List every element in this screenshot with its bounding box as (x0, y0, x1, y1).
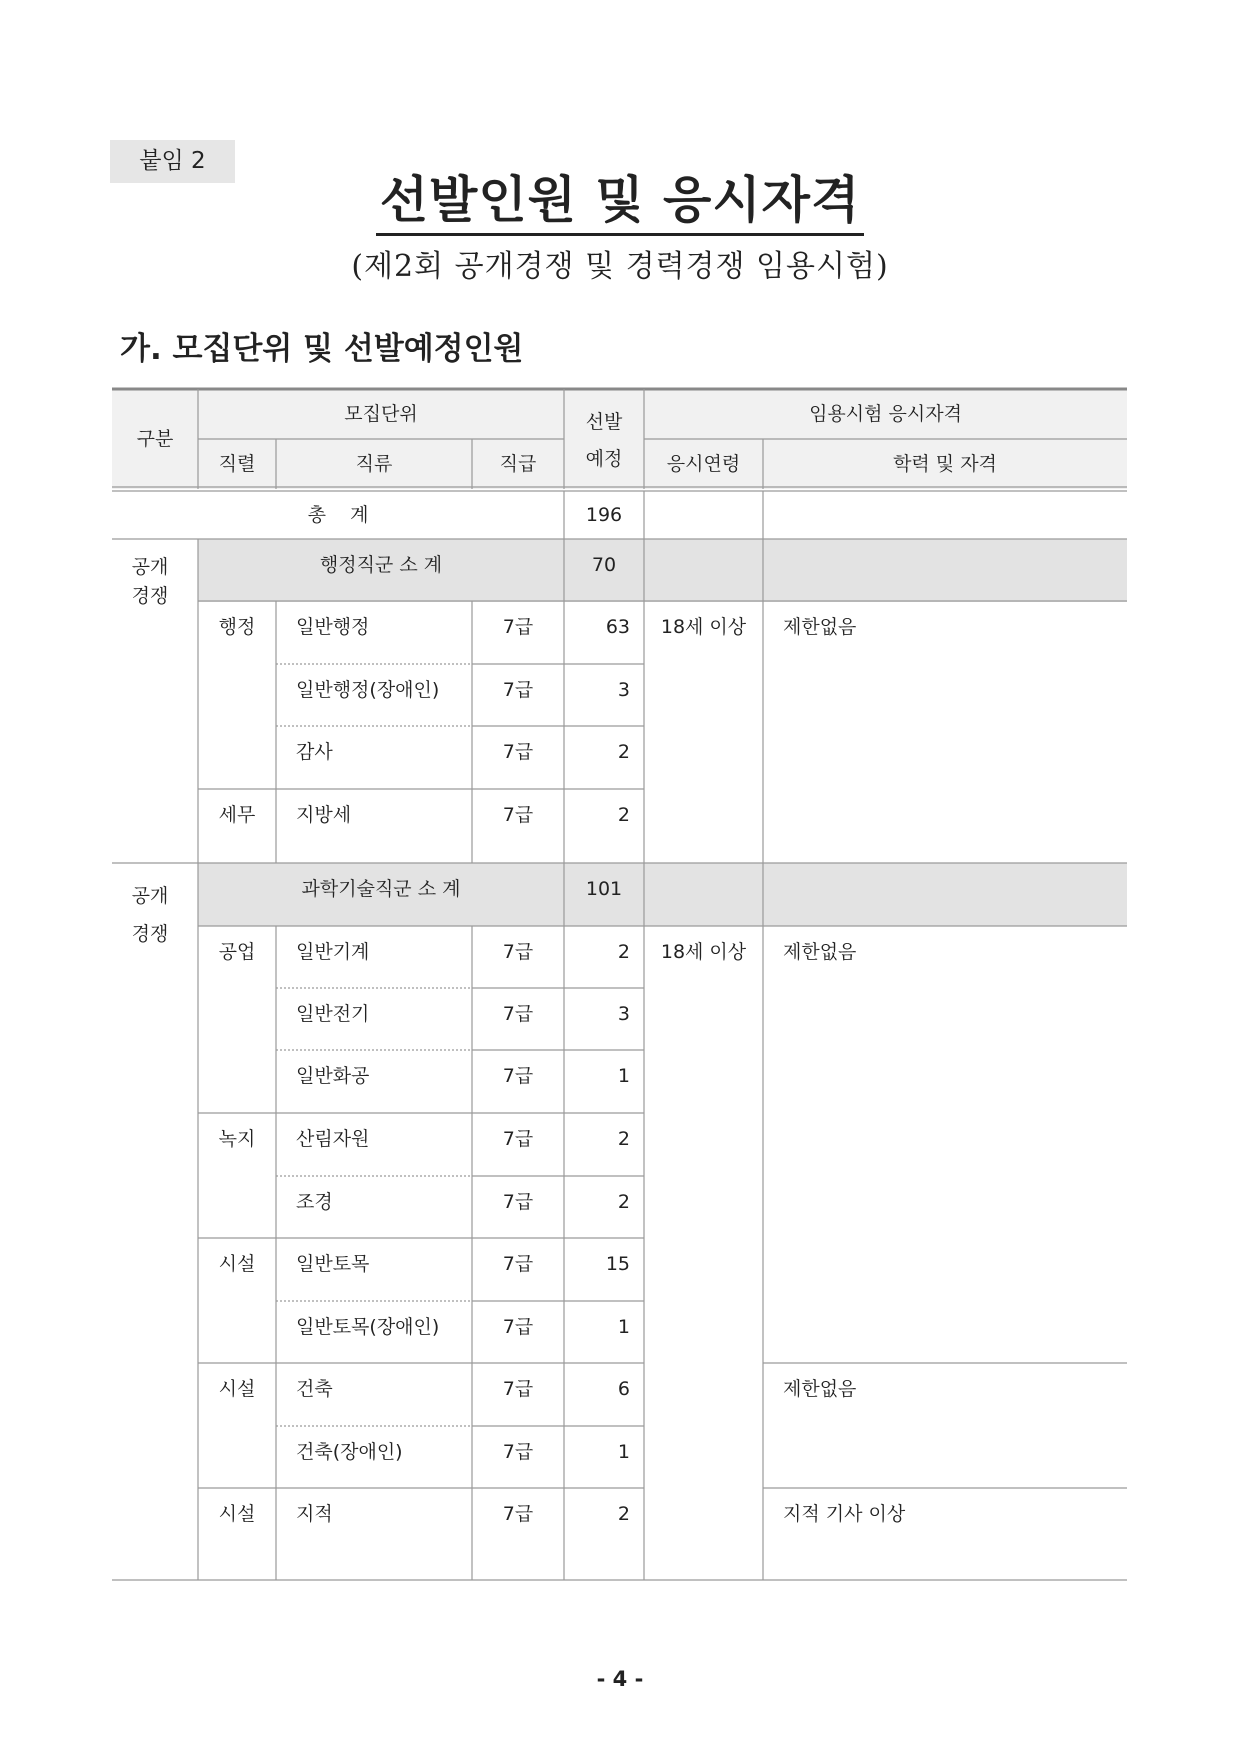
qualification-cell: 제한없음 (783, 616, 857, 638)
count-cell: 2 (617, 1191, 630, 1213)
field-cell: 지적 (296, 1503, 333, 1525)
attachment-label: 붙임 2 (110, 140, 235, 183)
header-age: 응시연령 (666, 453, 741, 475)
header-education: 학력 및 자격 (893, 453, 997, 475)
count-cell: 1 (617, 1065, 630, 1087)
header-planned-line2: 예정 (585, 448, 623, 470)
count-cell: 2 (617, 1128, 630, 1150)
header-grade: 직급 (499, 453, 537, 475)
field-cell: 일반기계 (296, 941, 370, 963)
count-cell: 2 (617, 1503, 630, 1525)
qualification-cell: 지적 기사 이상 (783, 1503, 906, 1525)
grade-cell: 7급 (502, 1128, 534, 1150)
field-cell: 건축(장애인) (296, 1441, 403, 1463)
page-number: - 4 - (596, 1667, 644, 1691)
track-cell: 세무 (218, 804, 256, 826)
qualification-cell: 제한없음 (783, 941, 857, 963)
field-cell: 일반행정(장애인) (296, 679, 440, 701)
grade-cell: 7급 (502, 1441, 534, 1463)
count-cell: 2 (617, 941, 630, 963)
field-cell: 건축 (296, 1378, 333, 1400)
age-cell: 18세 이상 (660, 941, 747, 963)
header-recruit-unit: 모집단위 (344, 403, 418, 425)
field-cell: 일반화공 (296, 1065, 370, 1087)
count-cell: 2 (617, 804, 630, 826)
grade-cell: 7급 (502, 616, 534, 638)
grade-cell: 7급 (502, 679, 534, 701)
group-category: 공개 경쟁 (131, 885, 169, 945)
count-cell: 63 (605, 616, 630, 638)
field-cell: 조경 (296, 1191, 333, 1213)
field-cell: 일반행정 (296, 616, 370, 638)
count-cell: 6 (617, 1378, 630, 1400)
grade-cell: 7급 (502, 1316, 534, 1338)
grade-cell: 7급 (502, 1003, 534, 1025)
section-heading: 가. 모집단위 및 선발예정인원 (120, 331, 524, 367)
subtotal-label: 행정직군 소 계 (319, 554, 443, 576)
grade-cell: 7급 (502, 1378, 534, 1400)
subtotal-count: 70 (591, 554, 617, 576)
subtotal-count: 101 (585, 878, 623, 900)
track-cell: 시설 (218, 1378, 256, 1400)
header-category: 구분 (136, 428, 174, 450)
total-label: 총 계 (307, 504, 369, 526)
track-cell: 공업 (218, 941, 256, 963)
count-cell: 15 (605, 1253, 630, 1275)
page-title-text: 선발인원 및 응시자격 (376, 171, 865, 236)
field-cell: 산림자원 (296, 1128, 370, 1150)
field-cell: 감사 (296, 741, 333, 763)
grade-cell: 7급 (502, 741, 534, 763)
count-cell: 3 (617, 1003, 630, 1025)
header-qualification: 임용시험 응시자격 (809, 403, 962, 425)
field-cell: 일반전기 (296, 1003, 370, 1025)
grade-cell: 7급 (502, 1065, 534, 1087)
field-cell: 일반토목 (296, 1253, 370, 1275)
track-cell: 녹지 (218, 1128, 256, 1150)
page-subtitle: (제2회 공개경쟁 및 경력경쟁 임용시험) (351, 249, 889, 284)
group-category: 공개 경쟁 (131, 556, 169, 607)
track-cell: 행정 (218, 616, 256, 638)
field-cell: 지방세 (296, 804, 352, 826)
grade-cell: 7급 (502, 1191, 534, 1213)
track-cell: 시설 (218, 1503, 256, 1525)
count-cell: 3 (617, 679, 630, 701)
header-field: 직류 (355, 453, 393, 475)
total-count: 196 (585, 504, 623, 526)
grade-cell: 7급 (502, 1503, 534, 1525)
track-cell: 시설 (218, 1253, 256, 1275)
count-cell: 2 (617, 741, 630, 763)
count-cell: 1 (617, 1441, 630, 1463)
header-planned-line1: 선발 (585, 411, 623, 433)
subtotal-label: 과학기술직군 소 계 (301, 878, 461, 900)
grade-cell: 7급 (502, 804, 534, 826)
count-cell: 1 (617, 1316, 630, 1338)
header-track: 직렬 (218, 453, 256, 475)
age-cell: 18세 이상 (660, 616, 747, 638)
field-cell: 일반토목(장애인) (296, 1316, 440, 1338)
grade-cell: 7급 (502, 1253, 534, 1275)
qualification-cell: 제한없음 (783, 1378, 857, 1400)
grade-cell: 7급 (502, 941, 534, 963)
